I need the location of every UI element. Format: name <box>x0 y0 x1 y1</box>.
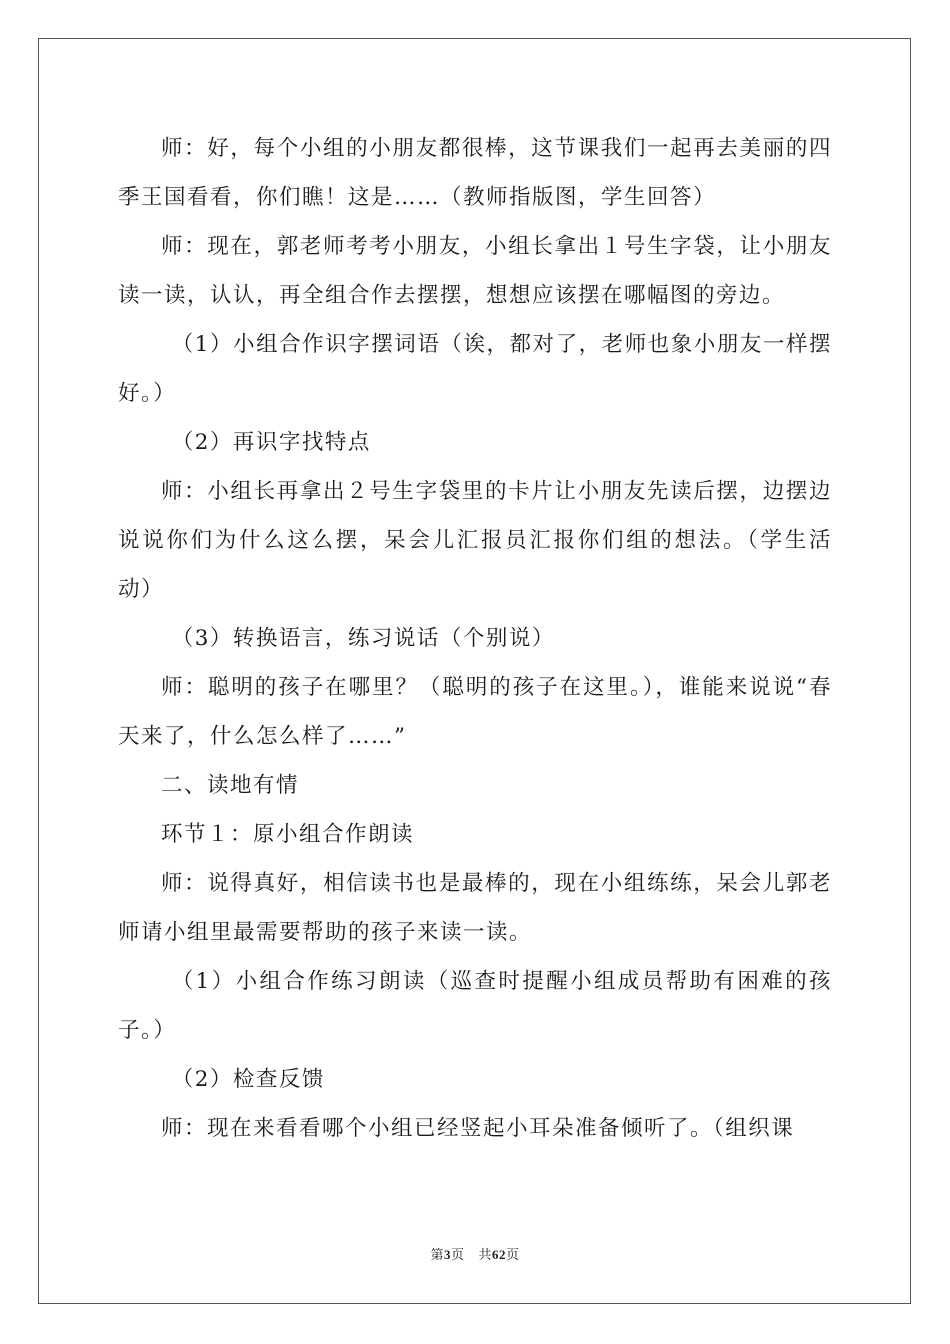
paragraph-10: 师：说得真好，相信读书也是最棒的，现在小组练练，呆会儿郭老师请小组里最需要帮助的孩子来读一读。 <box>118 871 832 945</box>
paragraph-2: 师：现在，郭老师考考小朋友，小组长拿出１号生字袋，让小朋友读一读，认认，再全组合作去摆摆，想想应该摆在哪幅图的旁边。 <box>118 234 832 308</box>
page-footer <box>0 1244 950 1263</box>
page-prefix: 第 <box>430 1247 444 1262</box>
paragraph-11: （1）小组合作练习朗读（巡查时提醒小组成员帮助有困难的孩子。） <box>118 969 832 1043</box>
paragraph-5: 师：小组长再拿出２号生字袋里的卡片让小朋友先读后摆，边摆边说说你们为什么这么摆，呆会儿汇报员汇报你们组的想法。（学生活动） <box>118 479 832 602</box>
paragraph-6: （3）转换语言，练习说话（个别说） <box>171 626 555 651</box>
total-page-count: 62 <box>492 1247 507 1262</box>
section-heading: 二、读地有情 <box>161 773 300 798</box>
paragraph-13: 师：现在来看看哪个小组已经竖起小耳朵准备倾听了。（组织课 <box>161 1116 795 1141</box>
paragraph-3: （1）小组合作识字摆词语（诶，都对了，老师也象小朋友一样摆好。） <box>118 332 832 406</box>
total-unit: 页 <box>506 1247 520 1262</box>
document-body <box>118 124 832 1153</box>
current-page-number: 3 <box>443 1247 451 1262</box>
paragraph-4: （2）再识字找特点 <box>171 430 371 455</box>
paragraph-12: （2）检查反馈 <box>171 1067 325 1092</box>
paragraph-7: 师：聪明的孩子在哪里？（聪明的孩子在这里。），谁能来说说“春天来了，什么怎么样了……” <box>118 675 832 749</box>
page-unit: 页 <box>450 1247 465 1262</box>
total-prefix: 共 <box>478 1247 493 1262</box>
subsection-heading: 环节１：原小组合作朗读 <box>161 822 415 847</box>
paragraph-1: 师：好，每个小组的小朋友都很棒，这节课我们一起再去美丽的四季王国看看，你们瞧！这是……（教师指版图，学生回答） <box>118 136 832 210</box>
